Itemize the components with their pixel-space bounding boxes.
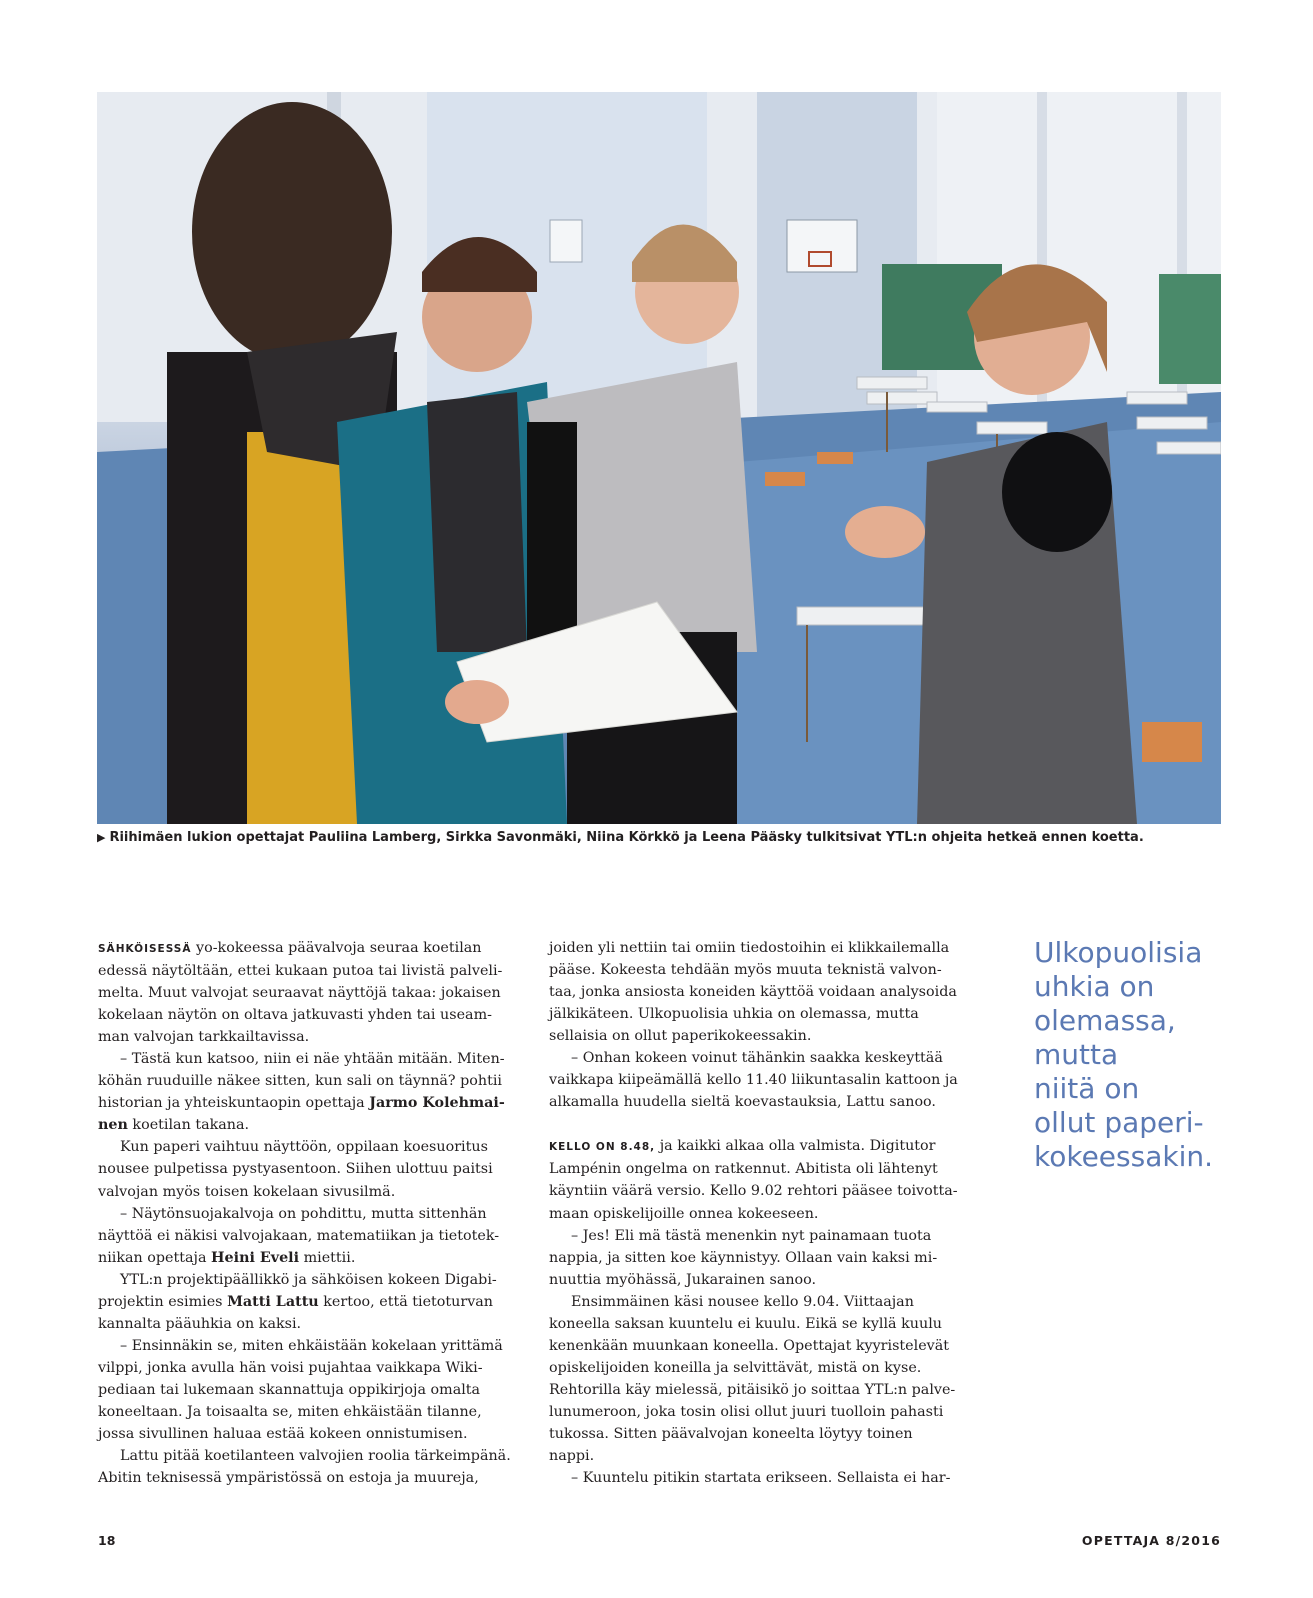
text-line: pääse. Kokeesta tehdään myös muuta teknistä valvon- — [549, 962, 942, 979]
pull-quote-line: kokeessakin. — [1034, 1140, 1213, 1173]
text-line: KELLO ON 8.48, ja kaikki alkaa olla valmista. Digitutor — [549, 1138, 936, 1155]
text-line: kokelaan näytön on oltava jatkuvasti yhden tai useam- — [98, 1007, 492, 1024]
text-line: Rehtorilla käy mielessä, pitäisikö jo soittaa YTL:n palve- — [549, 1381, 956, 1398]
text-line: projektin esimies Matti Lattu kertoo, että tietoturvan — [98, 1293, 494, 1310]
text-line: historian ja yhteiskuntaopin opettaja Jarmo Kolehmai- — [98, 1095, 505, 1112]
text-line: kenenkään muunkaan koneella. Opettajat kyyristelevät — [549, 1337, 950, 1354]
text-line: koneella saksan kuuntelu ei kuulu. Eikä se kyllä kuulu — [549, 1315, 942, 1332]
pull-quote — [1034, 936, 1274, 1174]
text-line: niikan opettaja Heini Eveli miettii. — [98, 1249, 356, 1266]
photo-caption — [97, 830, 1221, 845]
text-line: vaikkapa kiipeämällä kello 11.40 liikuntasalin kattoon ja — [549, 1072, 958, 1089]
text-line: opiskelijoiden koneilla ja selvittävät, mistä on kyse. — [549, 1359, 922, 1376]
text-line: – Kuuntelu pitikin startata erikseen. Sellaista ei har- — [571, 1470, 951, 1487]
person-name: Matti Lattu — [227, 1293, 319, 1310]
text-line: Lattu pitää koetilanteen valvojien roolia tärkeimpänä. — [120, 1448, 511, 1465]
text-line: melta. Muut valvojat seuraavat näyttöjä takaa: jokaisen — [98, 985, 501, 1002]
text-line: Lampénin ongelma on ratkennut. Abitista oli lähtenyt — [549, 1161, 938, 1178]
pull-quote-line: ollut paperi- — [1034, 1106, 1204, 1139]
publication-issue: OPETTAJA 8/2016 — [1081, 1533, 1221, 1548]
text-line: Ensimmäinen käsi nousee kello 9.04. Viittaajan — [571, 1293, 914, 1310]
text-line: – Tästä kun katsoo, niin ei näe yhtään mitään. Miten- — [120, 1051, 505, 1068]
person-name: nen — [98, 1117, 128, 1134]
lead-in: SÄHKÖISESSÄ — [98, 943, 192, 955]
person-name: Heini Eveli — [211, 1249, 300, 1266]
caption-text: Riihimäen lukion opettajat Pauliina Lamberg, Sirkka Savonmäki, Niina Körkkö ja Leena Pääsky tulkitsivat YTL:n ohjeita hetkeä ennen koetta. — [109, 830, 1144, 845]
article-column-1 — [98, 937, 518, 1489]
text-line: SÄHKÖISESSÄ yo-kokeessa päävalvoja seuraa koetilan — [98, 940, 482, 956]
text-line: – Jes! Eli mä tästä menenkin nyt painamaan tuota — [571, 1227, 932, 1244]
text-line: näyttöä ei näkisi valvojakaan, matematiikan ja tietotek- — [98, 1227, 500, 1244]
text-line: koneeltaan. Ja toisaalta se, miten ehkäistään tilanne, — [98, 1403, 482, 1420]
caption-arrow-icon: ▶ — [97, 831, 106, 844]
text-line: man valvojan tarkkailtavissa. — [98, 1029, 310, 1046]
text-line: Abitin teknisessä ympäristössä on estoja ja muureja, — [98, 1470, 479, 1487]
text-line: nuuttia myöhässä, Jukarainen sanoo. — [549, 1271, 817, 1288]
text-line: alkamalla huudella sieltä koevastauksia, Lattu sanoo. — [549, 1094, 936, 1111]
lead-in: KELLO ON 8.48, — [549, 1141, 656, 1154]
text-line: vilppi, jonka avulla hän voisi pujahtaa vaikkapa Wiki- — [98, 1359, 483, 1376]
text-line: tukossa. Sitten päävalvojan koneelta löytyy toinen — [549, 1425, 913, 1442]
pull-quote-line: uhkia on — [1034, 970, 1155, 1003]
text-line: pediaan tai lukemaan skannattuja oppikirjoja omalta — [98, 1381, 481, 1398]
text-line: nappia, ja sitten koe käynnistyy. Ollaan vain kaksi mi- — [549, 1249, 938, 1266]
text-line: nappi. — [549, 1448, 595, 1465]
text-line: käyntiin väärä versio. Kello 9.02 rehtori pääsee toivotta- — [549, 1183, 958, 1200]
article-photo — [97, 92, 1221, 824]
text-line: lunumeroon, joka tosin olisi ollut juuri tuolloin pahasti — [549, 1403, 944, 1420]
article-column-2 — [549, 937, 979, 1489]
text-line: – Ensinnäkin se, miten ehkäistään kokelaan yrittämä — [120, 1337, 503, 1354]
text-line: – Näytönsuojakalvoja on pohdittu, mutta sittenhän — [120, 1205, 487, 1222]
text-line: taa, jonka ansiosta koneiden käyttöä voidaan analysoida — [549, 984, 957, 1001]
pull-quote-line: olemassa, — [1034, 1004, 1176, 1037]
pull-quote-line: Ulkopuolisia — [1034, 936, 1203, 969]
text-line: jälkikäteen. Ulkopuolisia uhkia on olemassa, mutta — [549, 1006, 919, 1023]
text-line: köhän ruuduille näkee sitten, kun sali on täynnä? pohtii — [98, 1073, 502, 1090]
text-line: nousee pulpetissa pystyasentoon. Siihen ulottuu paitsi — [98, 1161, 493, 1178]
pull-quote-line: niitä on — [1034, 1072, 1140, 1105]
text-line: joiden yli nettiin tai omiin tiedostoihin ei klikkailemalla — [549, 940, 950, 956]
text-line: edessä näytöltään, ettei kukaan putoa tai livistä palveli- — [98, 963, 503, 980]
text-line: jossa sivullinen haluaa estää kokeen onnistumisen. — [98, 1426, 468, 1443]
pull-quote-line: mutta — [1034, 1038, 1119, 1071]
text-line: nen koetilan takana. — [98, 1117, 250, 1134]
text-line: Kun paperi vaihtuu näyttöön, oppilaan koesuoritus — [120, 1139, 488, 1156]
text-line: valvojan myös toisen kokelaan sivusilmä. — [98, 1183, 396, 1200]
text-line: maan opiskelijoille onnea kokeeseen. — [549, 1205, 819, 1222]
page-number: 18 — [98, 1533, 116, 1548]
text-line: – Onhan kokeen voinut tähänkin saakka keskeyttää — [571, 1050, 943, 1067]
person-name: Jarmo Kolehmai- — [369, 1095, 505, 1112]
text-line: YTL:n projektipäällikkö ja sähköisen kokeen Digabi- — [120, 1271, 497, 1288]
text-line: kannalta pääuhkia on kaksi. — [98, 1315, 302, 1332]
text-line: sellaisia on ollut paperikokeessakin. — [549, 1028, 812, 1045]
